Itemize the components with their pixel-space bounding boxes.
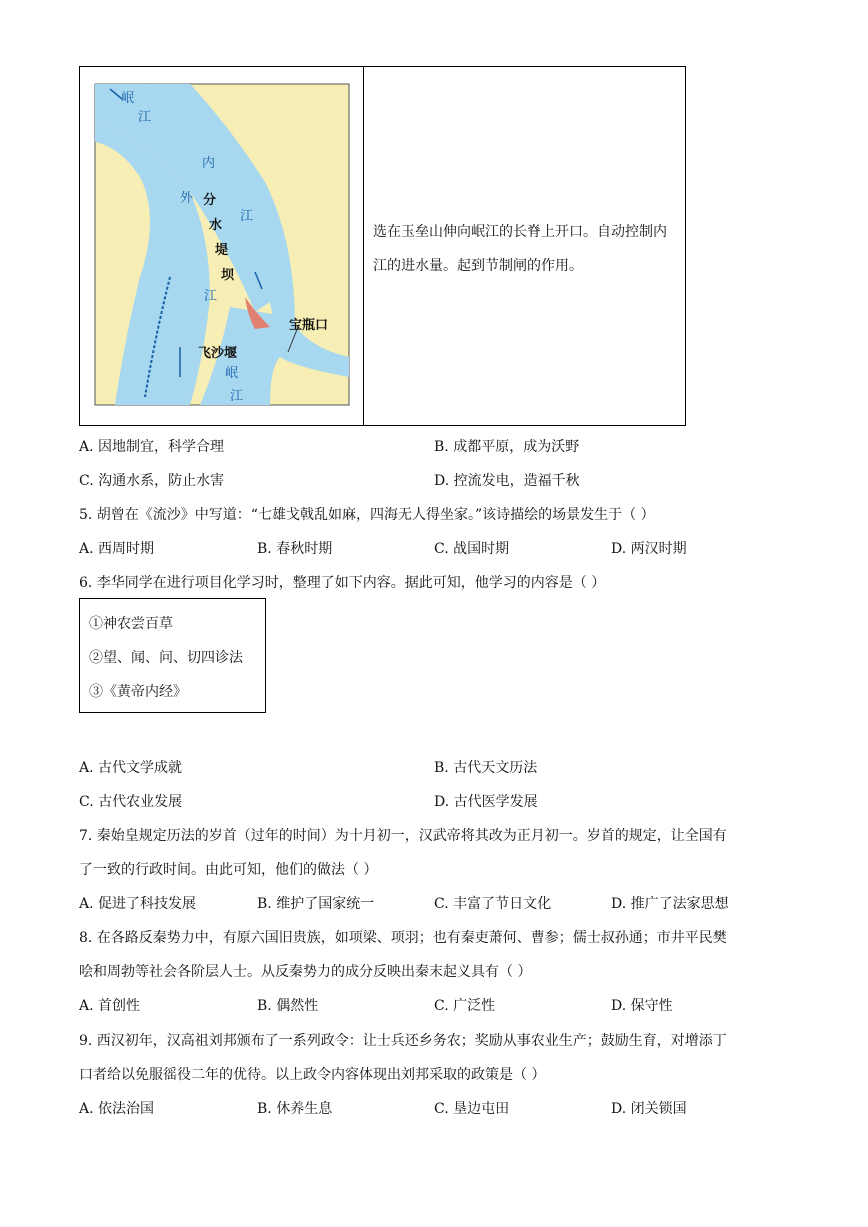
q4-option-a: A. 因地制宜，科学合理 xyxy=(79,439,225,455)
q8-option-a: A. 首创性 xyxy=(79,998,141,1014)
q7-stem-line2: 了一致的行政时间。由此可知，他们的做法（ ） xyxy=(79,862,378,878)
q7-option-d: D. 推广了法家思想 xyxy=(611,896,729,912)
q4-option-b: B. 成都平原，成为沃野 xyxy=(434,439,580,455)
q5-stem: 5. 胡曾在《流沙》中写道：“七雄戈戟乱如麻，四海无人得坐家。”该诗描绘的场景发生于（ ） xyxy=(79,507,655,523)
dujiangyan-map xyxy=(80,67,363,425)
q9-option-d: D. 闭关锁国 xyxy=(611,1101,687,1117)
map-table xyxy=(79,66,686,426)
label-fenshui-4: 坝 xyxy=(221,268,235,283)
baopingkou-description: 选在玉垒山伸向岷江的长脊上开口。自动控制内江的进水量。起到节制闸的作用。 xyxy=(373,224,667,274)
q6-box-item-3: ③《黄帝内经》 xyxy=(89,684,187,700)
q4-option-d: D. 控流发电，造福千秋 xyxy=(434,473,580,489)
q9-stem-line1: 9. 西汉初年，汉高祖刘邦颁布了一系列政令：让士兵还乡务农；奖励从事农业生产；鼓励生育，对增添丁 xyxy=(79,1033,727,1049)
label-minjiang-top-2: 江 xyxy=(138,110,152,125)
label-neijiang-1: 内 xyxy=(202,156,216,171)
map-cell xyxy=(80,67,364,425)
label-neijiang-2: 江 xyxy=(240,209,254,224)
description-cell xyxy=(364,67,685,425)
label-baopingkou: 宝瓶口 xyxy=(289,318,329,333)
q6-option-a: A. 古代文学成就 xyxy=(79,760,183,776)
label-fenshui-1: 分 xyxy=(203,193,217,208)
q6-content-box xyxy=(79,598,266,713)
q5-option-a: A. 西周时期 xyxy=(79,541,155,557)
q9-option-a: A. 依法治国 xyxy=(79,1101,155,1117)
label-waijiang-2: 江 xyxy=(204,289,218,304)
q7-option-b: B. 维护了国家统一 xyxy=(257,896,375,912)
q6-option-d: D. 古代医学发展 xyxy=(434,794,538,810)
q7-option-c: C. 丰富了节日文化 xyxy=(434,896,552,912)
label-minjiang-bottom-2: 江 xyxy=(230,389,244,404)
q8-option-b: B. 偶然性 xyxy=(257,998,319,1014)
q6-option-b: B. 古代天文历法 xyxy=(434,760,538,776)
label-fenshui-3: 堤 xyxy=(215,243,229,258)
q5-option-b: B. 春秋时期 xyxy=(257,541,333,557)
q8-option-c: C. 广泛性 xyxy=(434,998,496,1014)
q9-option-c: C. 垦边屯田 xyxy=(434,1101,510,1117)
label-minjiang-top-1: 岷 xyxy=(121,91,135,106)
q6-box-item-1: ①神农尝百草 xyxy=(89,616,173,632)
q8-option-d: D. 保守性 xyxy=(611,998,673,1014)
q6-stem: 6. 李华同学在进行项目化学习时，整理了如下内容。据此可知，他学习的内容是（ ） xyxy=(79,575,606,591)
label-waijiang-1: 外 xyxy=(180,191,194,206)
q4-option-c: C. 沟通水系，防止水害 xyxy=(79,473,225,489)
label-minjiang-bottom-1: 岷 xyxy=(225,366,239,381)
q5-option-c: C. 战国时期 xyxy=(434,541,510,557)
q6-option-c: C. 古代农业发展 xyxy=(79,794,183,810)
q9-option-b: B. 休养生息 xyxy=(257,1101,333,1117)
q8-stem-line2: 哙和周勃等社会各阶层人士。从反秦势力的成分反映出秦末起义具有（ ） xyxy=(79,964,532,980)
q7-option-a: A. 促进了科技发展 xyxy=(79,896,197,912)
q5-option-d: D. 两汉时期 xyxy=(611,541,687,557)
q6-box-item-2: ②望、闻、问、切四诊法 xyxy=(89,650,243,666)
label-fenshui-2: 水 xyxy=(209,218,223,233)
q7-stem-line1: 7. 秦始皇规定历法的岁首（过年的时间）为十月初一，汉武帝将其改为正月初一。岁首的规定，让全国有 xyxy=(79,828,727,844)
q9-stem-line2: 口者给以免服徭役二年的优待。以上政令内容体现出刘邦采取的政策是（ ） xyxy=(79,1067,546,1083)
label-feishayan: 飞沙堰 xyxy=(198,346,238,361)
q8-stem-line1: 8. 在各路反秦势力中，有原六国旧贵族，如项梁、项羽；也有秦吏萧何、曹参；儒士叔孙通；市井平民樊 xyxy=(79,930,727,946)
